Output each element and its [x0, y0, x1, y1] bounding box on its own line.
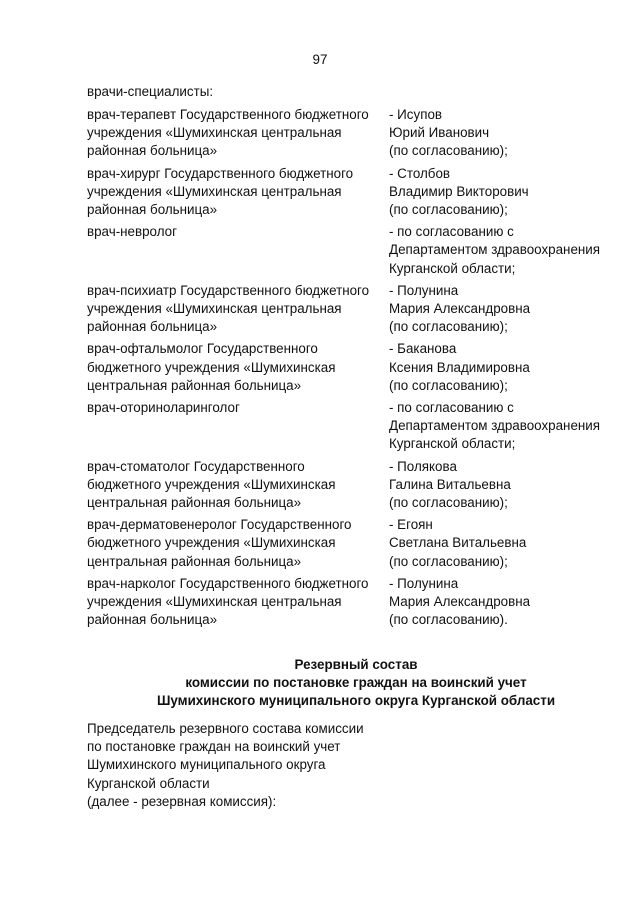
- member-entry: [87, 340, 627, 395]
- member-text: - по согласованию с Департаментом здравоохранения Курганской области;: [389, 224, 601, 276]
- member-entry: [87, 165, 627, 220]
- member-entry: [87, 399, 627, 454]
- position-text: врач-терапевт Государственного бюджетного учреждения «Шумихинская центральная районная больница»: [87, 107, 369, 159]
- section-heading: врачи-специалисты:: [87, 84, 214, 99]
- reserve-composition-title: [87, 656, 625, 711]
- position-text: врач-хирург Государственного бюджетного учреждения «Шумихинская центральная районная больница»: [87, 165, 354, 218]
- position-text: врач-стоматолог Государственного бюджетного учреждения «Шумихинская центральная районная больница»: [87, 458, 336, 511]
- member-list: [87, 106, 627, 629]
- position-text: врач-оториноларинголог: [87, 400, 240, 416]
- member-entry: [87, 282, 627, 337]
- position-text: врач-нарколог Государственного бюджетного учреждения «Шумихинская центральная районная больница»: [87, 575, 369, 628]
- member-text: - Полунина Мария Александровна (по согласованию);: [389, 282, 531, 335]
- member-entry: [87, 516, 627, 571]
- member-entry: [87, 458, 627, 513]
- page-number: 97: [312, 52, 328, 67]
- member-text: - Исупов Юрий Иванович (по согласованию);: [389, 107, 508, 159]
- position-text: врач-офтальмолог Государственного бюджетного учреждения «Шумихинская центральная районная больница»: [87, 341, 336, 393]
- member-text: - Полунина Мария Александровна (по согласованию).: [389, 575, 531, 628]
- member-text: - по согласованию с Департаментом здравоохранения Курганской области;: [389, 400, 601, 452]
- member-entry: [87, 575, 627, 630]
- member-text: - Столбов Владимир Викторович (по согласованию);: [389, 165, 529, 218]
- member-text: - Баканова Ксения Владимировна (по согласованию);: [389, 341, 530, 393]
- reserve-title-line: Шумихинского муниципального округа Курганской области: [156, 693, 556, 709]
- member-text: - Полякова Галина Витальевна (по согласованию);: [389, 458, 511, 511]
- reserve-title-line: Резервный состав: [294, 657, 418, 672]
- chairman-paragraph: Председатель резервного состава комиссии по постановке граждан на воинский учет Шумихинского муниципального округа Курганской области (далее - резервная комиссия):: [87, 721, 364, 809]
- position-text: врач-психиатр Государственного бюджетного учреждения «Шумихинская центральная районная больница»: [87, 282, 370, 335]
- member-entry: [87, 106, 627, 161]
- member-entry: [87, 223, 627, 278]
- position-text: врач-невролог: [87, 224, 178, 240]
- reserve-title-line: комиссии по постановке граждан на воинский учет: [185, 675, 527, 691]
- position-text: врач-дерматовенеролог Государственного бюджетного учреждения «Шумихинская центральная районная больница»: [87, 517, 352, 569]
- member-text: - Егоян Светлана Витальевна (по согласованию);: [389, 517, 527, 569]
